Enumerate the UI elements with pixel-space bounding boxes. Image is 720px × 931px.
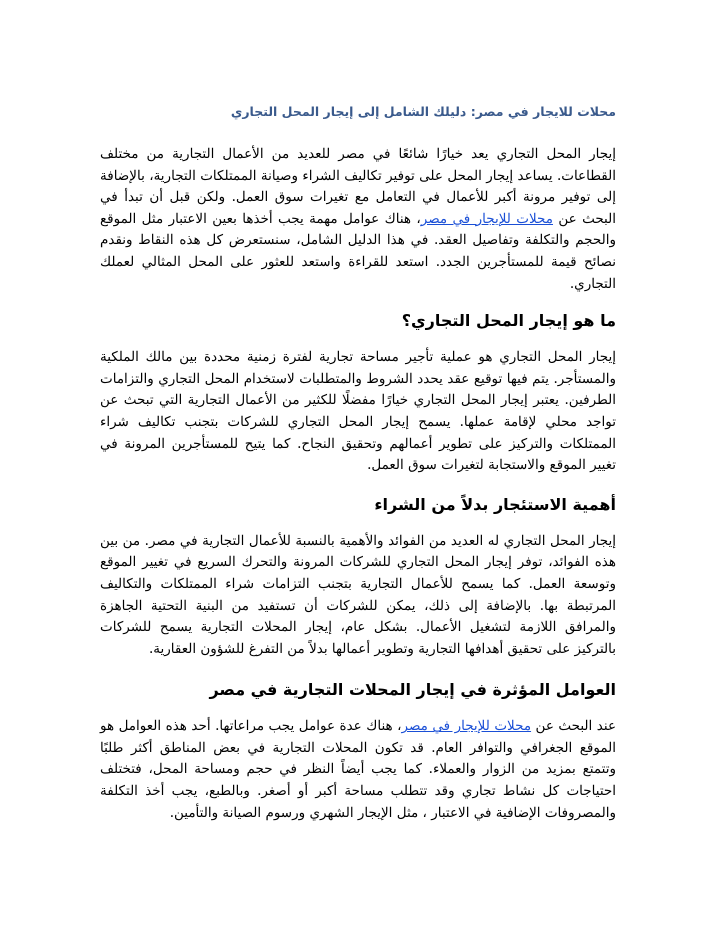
section-heading-factors: العوامل المؤثرة في إيجار المحلات التجارية في مصر — [209, 680, 616, 700]
intro-text-before-link: إيجار المحل التجاري يعد خيارًا شائعًا في مصر للعديد من الأعمال التجارية من مختلف القطاعات. يساعد إيجار المحل على توفير تكاليف الشراء وصيانة الممتلكات التجارية، بالإضافة إلى توفير مرونة أكبر للأعمال في التعامل مع تغيرات سوق العمل. ولكن قبل أن تبدأ في البحث عن — [100, 146, 616, 227]
intro-text-after-link: ، هناك عوامل مهمة يجب أخذها بعين الاعتبار مثل الموقع والحجم والتكلفة وتفاصيل العقد. في هذا الدليل الشامل، سنستعرض كل هذه النقاط ونقدم نصائح قيمة للمستأجرين الجدد. استعد للقراءة واستعد للعثور على المحل المثالي لعملك التجاري. — [100, 210, 616, 292]
shops-for-rent-link-2[interactable]: محلات للإيجار في مصر — [401, 718, 532, 735]
section-paragraph-what-is-rent: إيجار المحل التجاري هو عملية تأجير مساحة تجارية لفترة زمنية محددة بين مالك الملكية والمستأجر. يتم فيها توقيع عقد يحدد الشروط والمتطلبات لاستخدام المحل التجاري والتزامات الطرفين. يعتبر إيجار المحل التجاري خيارًا مفضلًا للكثير من الأعمال التجارية التي تبحث عن تواجد محلي لإقامة عملها. يسمح إيجار المحل التجاري للشركات بتجنب تكاليف شراء الممتلكات والتركيز على تطوير أعمالهم وتحقيق النجاح. كما يتيح للمستأجرين المرونة في تغيير الموقع والاستجابة لتغيرات سوق العمل. — [100, 349, 616, 474]
document-title: محلات للايجار في مصر: دليلك الشامل إلى إيجار المحل التجاري — [230, 104, 616, 119]
section-heading-rent-vs-buy: أهمية الاستئجار بدلاً من الشراء — [374, 494, 616, 514]
section-heading-what-is-rent: ما هو إيجار المحل التجاري؟ — [401, 311, 616, 331]
section-paragraph-rent-vs-buy: إيجار المحل التجاري له العديد من الفوائد والأهمية بالنسبة للأعمال التجارية في مصر. من بين هذه الفوائد، توفر إيجار المحل التجاري للشركات المرونة والتحرك السريع في تغيير الموقع وتوسعة العمل. كما يسمح للأعمال التجارية بتجنب التزامات شراء الممتلكات والتكاليف المرتبطة بها. بالإضافة إلى ذلك، يمكن للشركات أن تستفيد من البنية التحتية الجاهزة والمرافق اللازمة لتشغيل الأعمال. بشكل عام، إيجار المحلات التجارية يسمح للشركات بالتركيز على تحقيق أهدافها التجارية وتطوير أعمالها بدلاً من التفرغ للشؤون العقارية. — [100, 532, 616, 657]
factors-text-after-link: ، هناك عدة عوامل يجب مراعاتها. أحد هذه العوامل هو الموقع الجغرافي والتوافر العام. قد تكون المحلات التجارية في بعض المناطق أكثر طلبًا وتتمتع بمزيد من الزوار والعملاء. كما يجب أيضاً النظر في حجم ومساحة المحل، فتختلف احتياجات كل نشاط تجاري وقد تتطلب مساحة أكبر أو أصغر. وبالطبع، يجب أخذ التكلفة والمصروفات الإضافية في الاعتبار ، مثل الإيجار الشهري ورسوم الصيانة والتأمين. — [100, 718, 616, 821]
section-paragraph-factors — [100, 716, 616, 824]
document-page — [100, 102, 616, 824]
intro-paragraph — [100, 144, 616, 295]
factors-text-before-link: عند البحث عن — [531, 718, 616, 735]
shops-for-rent-link[interactable]: محلات للإيجار في مصر — [420, 210, 553, 227]
